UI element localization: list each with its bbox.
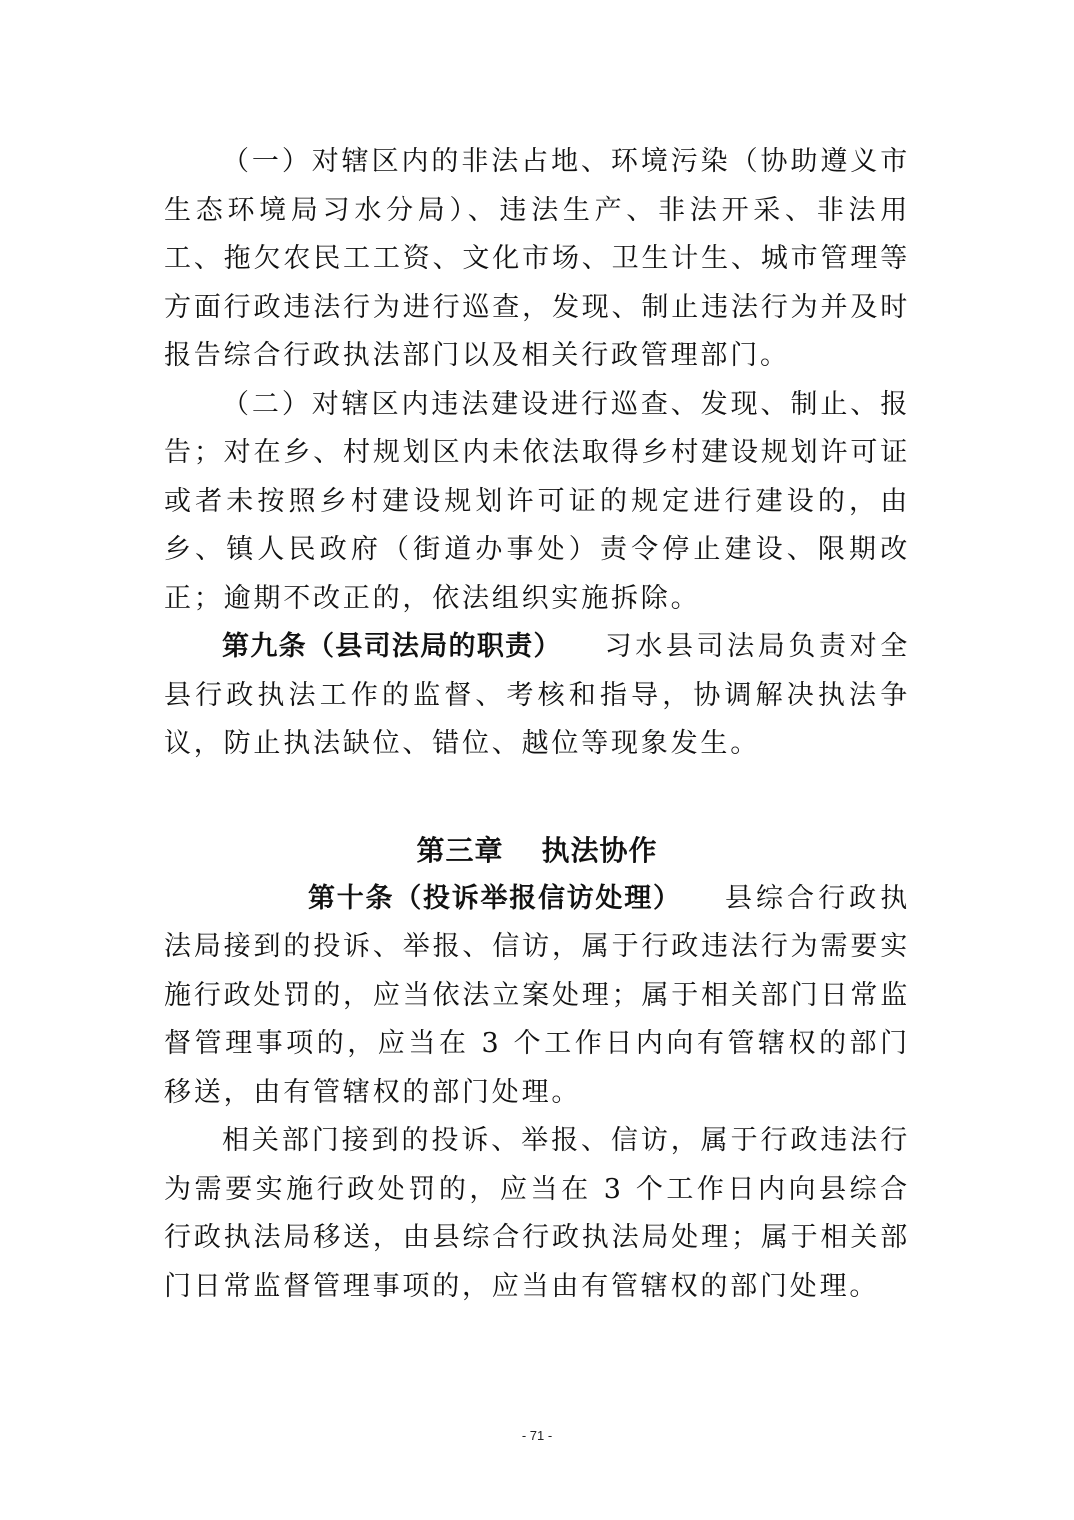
page-number: - 71 - (521, 1428, 553, 1443)
paragraph-item-1: （一）对辖区内的非法占地、环境污染（协助遵义市生态环境局习水分局）、违法生产、非法开采、非法用工、拖欠农民工工资、文化市场、卫生计生、城市管理等方面行政违法行为进行巡查，发现、制止违法行为并及时报告综合行政执法部门以及相关行政管理部门。 (164, 146, 910, 371)
article-10 (164, 875, 910, 1118)
article-9-heading: 第九条（县司法局的职责） (222, 631, 562, 662)
article-10-heading: 第十条（投诉举报信访处理） (308, 882, 682, 914)
article-9-text: 习水县司法局负责对全县行政执法工作的监督、考核和指导，协调解决执法争议，防止执法缺位、错位、越位等现象发生。 (164, 631, 911, 759)
chapter-title: 执法协作 (541, 833, 658, 867)
paragraph-last: 相关部门接到的投诉、举报、信访，属于行政违法行为需要实施行政处罚的，应当在 3 个工作日内向县综合行政执法局移送，由县综合行政执法局处理；属于相关部门日常监督管理事项的，应当由有管辖权的部门处理。 (164, 1125, 910, 1302)
article-10-text: 县综合行政执法局接到的投诉、举报、信访，属于行政违法行为需要实施行政处罚的，应当依法立案处理；属于相关部门日常监督管理事项的，应当在 3 个工作日内向有管辖权的部门移送，由有管辖权的部门处理。 (164, 882, 910, 1108)
article-9 (164, 623, 910, 769)
chapter-number: 第三章 (416, 833, 504, 867)
document-body (164, 138, 910, 1311)
chapter-heading (164, 827, 910, 875)
paragraph-item-2: （二）对辖区内违法建设进行巡查、发现、制止、报告；对在乡、村规划区内未依法取得乡村建设规划许可证或者未按照乡村建设规划许可证的规定进行建设的，由乡、镇人民政府（街道办事处）责令停止建设、限期改正；逾期不改正的，依法组织实施拆除。 (164, 388, 910, 614)
